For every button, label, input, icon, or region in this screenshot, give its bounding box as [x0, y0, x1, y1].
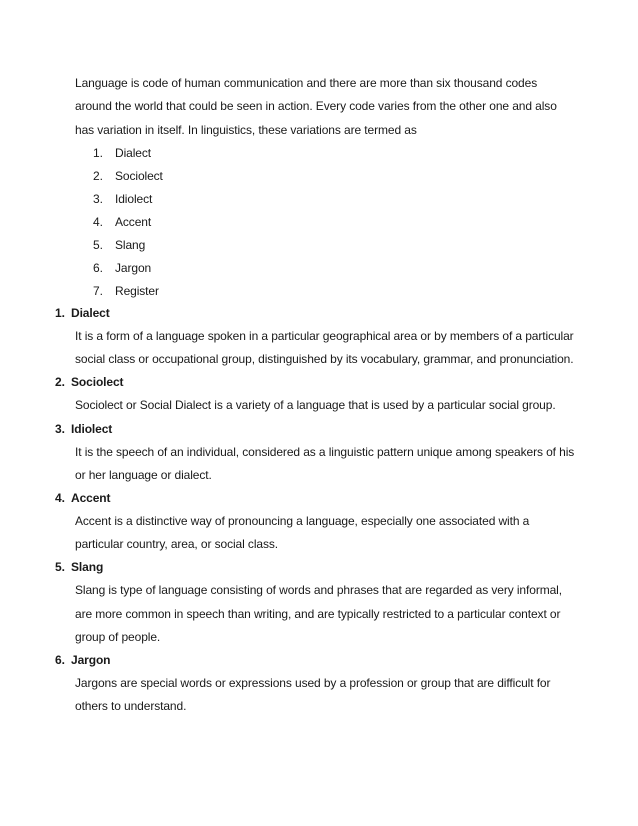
list-item-label: Accent	[115, 215, 152, 230]
section-body: Slang is type of language consisting of words and phrases that are regarded as very informal, are more common in speech than writing, and are typically restricted to a particular context or group of people.	[75, 583, 562, 644]
section-title: Sociolect	[71, 375, 124, 390]
list-item-label: Register	[115, 284, 159, 299]
definition-slang	[55, 556, 575, 649]
list-item-label: Sociolect	[115, 168, 163, 183]
definitions-section	[55, 302, 575, 718]
list-item-label: Dialect	[115, 145, 151, 160]
section-number: 5.	[55, 560, 65, 575]
section-heading	[55, 487, 575, 510]
section-title: Slang	[71, 560, 104, 575]
section-body: Sociolect or Social Dialect is a variety of a language that is used by a particular social group.	[75, 398, 556, 413]
section-heading	[55, 418, 575, 441]
section-body: Jargons are special words or expressions used by a profession or group that are difficult for others to understand.	[75, 676, 551, 714]
list-item	[75, 257, 575, 280]
section-number: 4.	[55, 491, 65, 506]
section-number: 3.	[55, 421, 65, 436]
definition-accent	[55, 487, 575, 556]
list-item-number: 3.	[93, 192, 103, 207]
variation-list	[75, 142, 575, 304]
list-item-number: 6.	[93, 261, 103, 276]
definition-sociolect	[55, 371, 575, 417]
list-item-number: 2.	[93, 168, 103, 183]
section-heading	[55, 302, 575, 325]
list-item	[75, 188, 575, 211]
definition-jargon	[55, 649, 575, 718]
list-item	[75, 165, 575, 188]
section-title: Jargon	[71, 653, 111, 668]
list-item-number: 1.	[93, 145, 103, 160]
section-heading	[55, 649, 575, 672]
list-item-label: Slang	[115, 238, 146, 253]
list-item-label: Jargon	[115, 261, 152, 276]
list-item	[75, 234, 575, 257]
section-heading	[55, 556, 575, 579]
list-item-label: Idiolect	[115, 192, 153, 207]
section-heading	[55, 371, 575, 394]
list-item-number: 4.	[93, 215, 103, 230]
list-item-number: 5.	[93, 238, 103, 253]
section-body: Accent is a distinctive way of pronouncing a language, especially one associated with a particular country, area, or social class.	[75, 514, 530, 552]
intro-paragraph: Language is code of human communication and there are more than six thousand codes around the world that could be seen in action. Every code varies from the other one and also has variation in itself. In linguistics, these variations are termed as	[75, 76, 557, 137]
section-number: 1.	[55, 306, 65, 320]
section-title: Accent	[71, 491, 111, 506]
section-body: It is the speech of an individual, considered as a linguistic pattern unique among speakers of his or her language or dialect.	[75, 444, 575, 482]
section-number: 6.	[55, 653, 65, 668]
section-number: 2.	[55, 375, 65, 390]
section-title: Dialect	[71, 306, 110, 320]
intro-block	[75, 72, 575, 304]
definition-idiolect	[55, 418, 575, 487]
section-body: It is a form of a language spoken in a particular geographical area or by members of a particular social class or occupational group, distinguished by its vocabulary, grammar, and pronunciation.	[75, 329, 574, 367]
section-title: Idiolect	[71, 421, 113, 436]
list-item	[75, 211, 575, 234]
list-item	[75, 280, 575, 303]
definition-dialect	[55, 302, 575, 371]
list-item-number: 7.	[93, 284, 103, 299]
list-item	[75, 142, 575, 165]
